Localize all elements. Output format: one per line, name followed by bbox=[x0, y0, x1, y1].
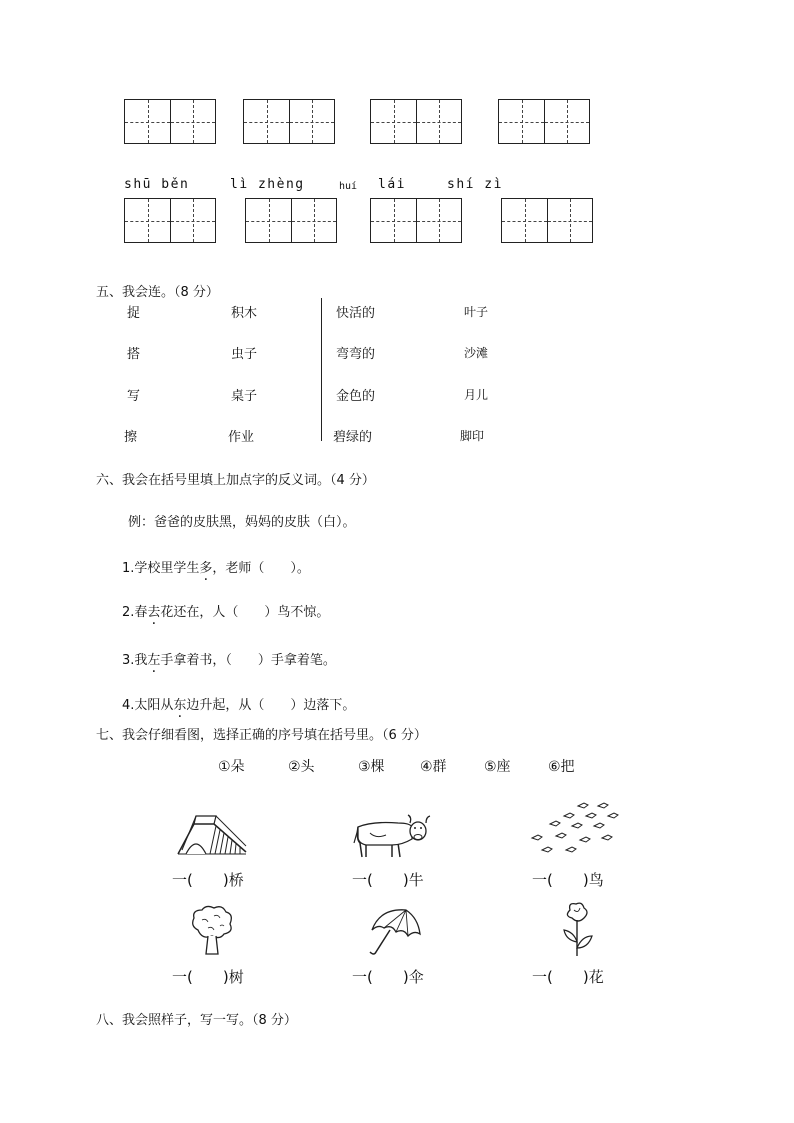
writing-grid[interactable] bbox=[124, 198, 216, 243]
answer-blank-birds[interactable]: 一( )鸟 bbox=[532, 871, 604, 889]
birds-picture bbox=[528, 800, 620, 860]
dotted-char: 去 bbox=[147, 605, 161, 620]
adjective-item[interactable]: 快活的 bbox=[336, 306, 376, 321]
dotted-char: 左 bbox=[147, 653, 161, 668]
measure-word-option: ④群 bbox=[420, 759, 447, 775]
verb-item[interactable]: 捉 bbox=[127, 306, 141, 321]
measure-word-option: ⑤座 bbox=[484, 759, 511, 775]
object-item[interactable]: 虫子 bbox=[231, 347, 258, 362]
writing-grid[interactable] bbox=[498, 99, 590, 144]
noun-item[interactable]: 脚印 bbox=[460, 429, 485, 443]
question-2[interactable] bbox=[122, 601, 329, 620]
noun-item[interactable]: 沙滩 bbox=[464, 346, 489, 360]
object-item[interactable]: 桌子 bbox=[231, 389, 258, 404]
verb-item[interactable]: 擦 bbox=[124, 430, 138, 445]
pinyin-label: lái bbox=[378, 177, 406, 192]
question-3[interactable] bbox=[122, 649, 336, 668]
measure-word-option: ②头 bbox=[288, 759, 315, 775]
answer-blank-flower[interactable]: 一( )花 bbox=[532, 968, 604, 986]
umbrella-picture bbox=[366, 906, 422, 958]
object-item[interactable]: 积木 bbox=[231, 306, 258, 321]
answer-blank-tree[interactable]: 一( )树 bbox=[172, 968, 244, 986]
section-8-heading: 八、我会照样子，写一写。（8 分） bbox=[96, 1013, 297, 1028]
verb-item[interactable]: 写 bbox=[127, 389, 141, 404]
answer-blank-cow[interactable]: 一( )牛 bbox=[352, 871, 424, 889]
question-text: 3.我 bbox=[122, 653, 148, 668]
question-4[interactable] bbox=[122, 694, 355, 713]
object-item[interactable]: 作业 bbox=[228, 430, 255, 445]
pinyin-label: shū běn bbox=[124, 177, 190, 192]
section-5-heading: 五、我会连。（8 分） bbox=[96, 285, 219, 300]
question-text: 4.太阳从 bbox=[122, 698, 174, 713]
example-sentence: 例：爸爸的皮肤黑，妈妈的皮肤（白）。 bbox=[128, 515, 356, 530]
question-text: 2.春 bbox=[122, 605, 148, 620]
bridge-picture bbox=[174, 812, 250, 856]
writing-grid[interactable] bbox=[370, 198, 462, 243]
measure-word-option: ①朵 bbox=[218, 759, 245, 775]
question-text: 花还在，人（ ）鸟不惊。 bbox=[160, 605, 330, 620]
answer-blank-umbrella[interactable]: 一( )伞 bbox=[352, 968, 424, 986]
measure-word-option: ③棵 bbox=[358, 759, 385, 775]
noun-item[interactable]: 月儿 bbox=[464, 388, 489, 402]
tree-picture bbox=[188, 904, 236, 956]
section-7-heading: 七、我会仔细看图，选择正确的序号填在括号里。（6 分） bbox=[96, 728, 427, 743]
question-1[interactable] bbox=[122, 557, 310, 576]
dotted-char: 东 bbox=[173, 698, 187, 713]
adjective-item[interactable]: 碧绿的 bbox=[333, 430, 373, 445]
pinyin-label: shí zì bbox=[447, 177, 503, 192]
adjective-item[interactable]: 弯弯的 bbox=[336, 347, 376, 362]
writing-grid[interactable] bbox=[501, 198, 593, 243]
writing-grid[interactable] bbox=[370, 99, 462, 144]
answer-blank-bridge[interactable]: 一( )桥 bbox=[172, 871, 244, 889]
measure-word-option: ⑥把 bbox=[548, 759, 575, 775]
dotted-char: 多 bbox=[199, 561, 213, 576]
section-6-heading: 六、我会在括号里填上加点字的反义词。（4 分） bbox=[96, 473, 375, 488]
question-text: 1.学校里学生 bbox=[122, 561, 200, 576]
writing-grid[interactable] bbox=[245, 198, 337, 243]
writing-grid[interactable] bbox=[243, 99, 335, 144]
question-text: 边升起，从（ ）边落下。 bbox=[186, 698, 356, 713]
question-text: 手拿着书，（ ）手拿着笔。 bbox=[160, 653, 336, 668]
question-text: ，老师（ ）。 bbox=[212, 561, 310, 576]
verb-item[interactable]: 搭 bbox=[127, 347, 141, 362]
noun-item[interactable]: 叶子 bbox=[464, 305, 489, 319]
flower-picture bbox=[560, 902, 596, 958]
pinyin-label: lì zhèng bbox=[230, 177, 305, 192]
column-divider bbox=[321, 298, 322, 441]
writing-grid[interactable] bbox=[124, 99, 216, 144]
cow-picture bbox=[352, 813, 432, 859]
pinyin-label: huí bbox=[339, 181, 358, 192]
adjective-item[interactable]: 金色的 bbox=[336, 389, 376, 404]
